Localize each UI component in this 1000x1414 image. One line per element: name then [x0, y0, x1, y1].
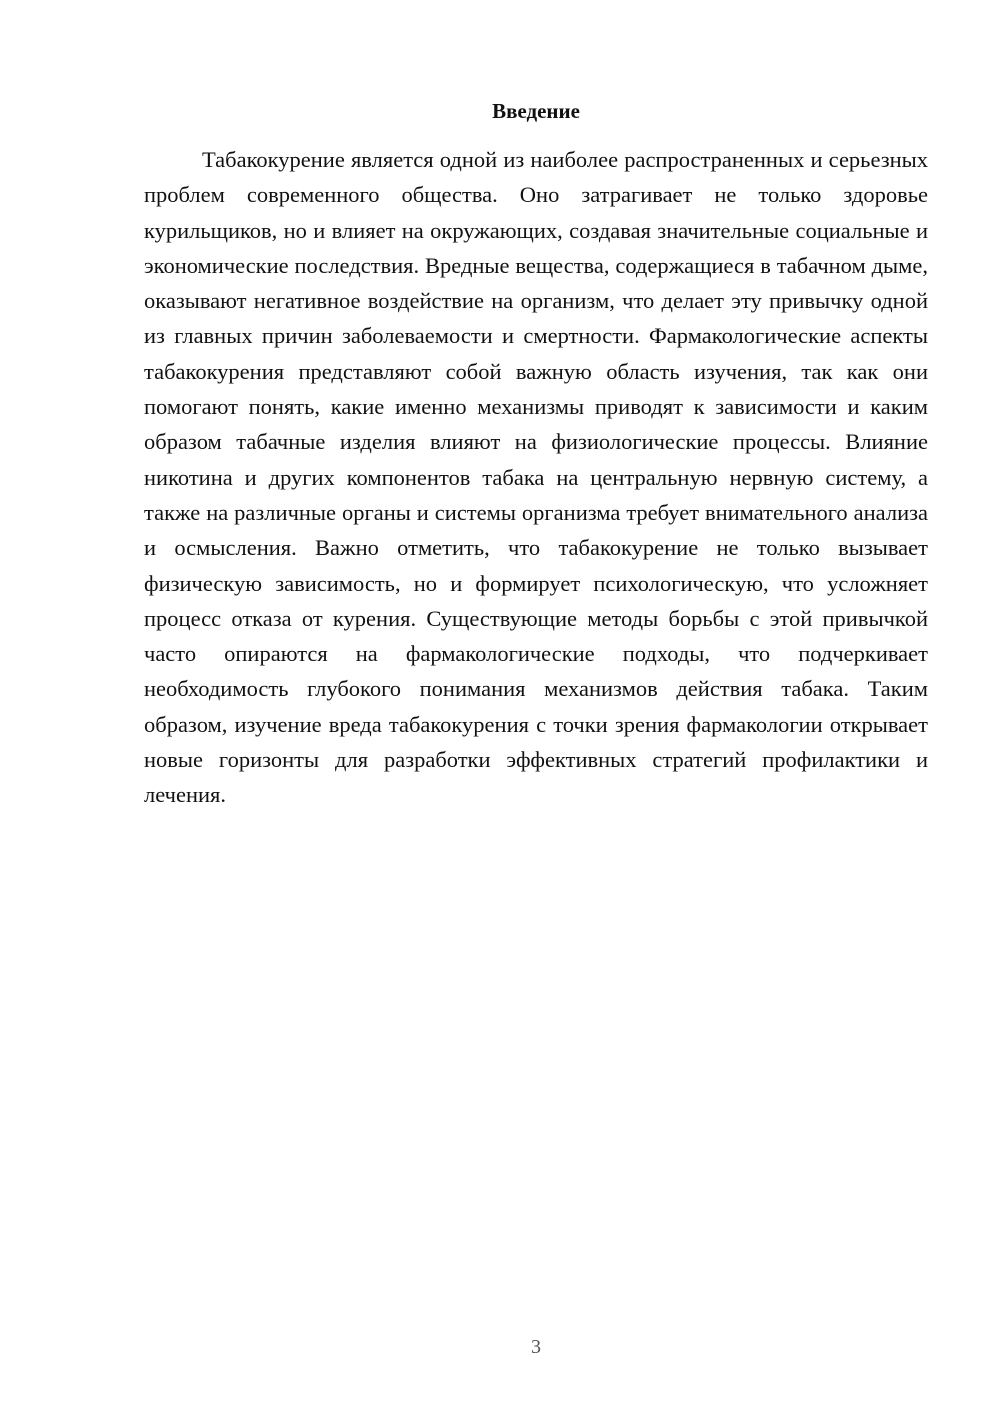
section-heading: Введение [492, 99, 580, 123]
page-number: 3 [531, 1336, 541, 1358]
body-paragraph: Табакокурение является одной из наиболее распространенных и серьезных проблем современного общества. Оно затрагивает не только здоровье курильщиков, но и влияет на окружающих, создавая значительные социальные и экономические последствия. Вредные вещества, содержащиеся в табачном дыме, оказывают негативное воздействие на организм, что делает эту привычку одной из главных причин заболеваемости и смертности. Фармакологические аспекты табакокурения представляют собой важную область изучения, так как они помогают понять, какие именно механизмы приводят к зависимости и каким образом табачные изделия влияют на физиологические процессы. Влияние никотина и других компонентов табака на центральную нервную систему, а также на различные органы и системы организма требует внимательного анализа и осмысления. Важно отметить, что табакокурение не только вызывает физическую зависимость, но и формирует психологическую, что усложняет процесс отказа от курения. Существующие методы борьбы с этой привычкой часто опираются на фармакологические подходы, что подчеркивает необходимость глубокого понимания механизмов действия табака. Таким образом, изучение вреда табакокурения с точки зрения фармакологии открывает новые горизонты для разработки эффективных стратегий профилактики и лечения. [144, 147, 928, 808]
